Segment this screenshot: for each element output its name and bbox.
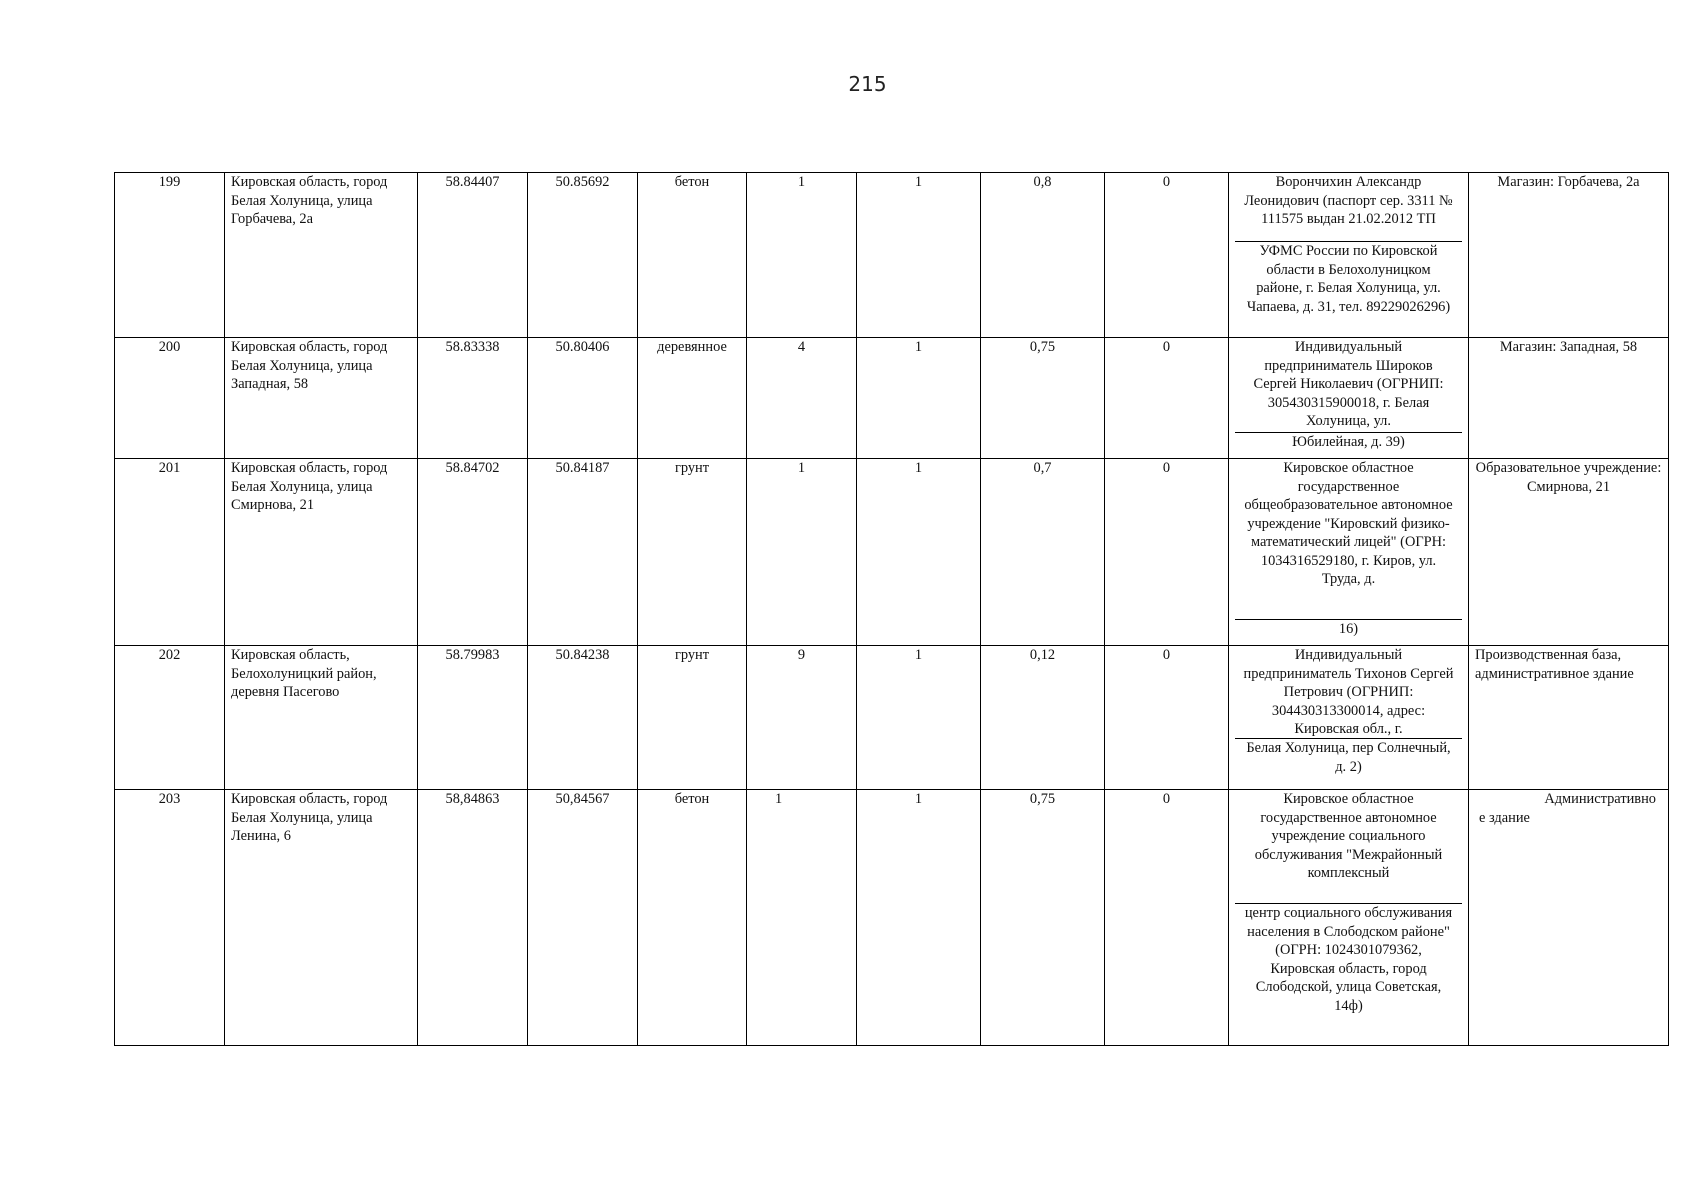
longitude-cell: 50.80406 bbox=[528, 338, 638, 459]
owner-text-bottom: Белая Холуница, пер Солнечный, д. 2) bbox=[1246, 740, 1451, 775]
page-number: 215 bbox=[848, 72, 887, 96]
latitude-cell: 58.83338 bbox=[418, 338, 528, 459]
owner-text-bottom: 16) bbox=[1338, 621, 1359, 637]
latitude-cell: 58,84863 bbox=[418, 790, 528, 1046]
longitude-cell: 50.85692 bbox=[528, 173, 638, 338]
address-cell: Кировская область, город Белая Холуница, улица Западная, 58 bbox=[225, 338, 418, 459]
latitude-cell: 58.84407 bbox=[418, 173, 528, 338]
count-cell: 9 bbox=[747, 646, 857, 790]
owner-text-top: Кировское областное государственное общеобразовательное автономное учреждение "Кировский физико-математический лицей" (ОГРН: 1034316529180, г. Киров, ул. Труда, д. bbox=[1235, 459, 1462, 620]
surface-cell: грунт bbox=[638, 459, 747, 646]
usage-text-line-2: е здание bbox=[1479, 809, 1530, 826]
owner-cell bbox=[1229, 790, 1469, 1046]
usage-cell: Магазин: Западная, 58 bbox=[1469, 338, 1669, 459]
table-row bbox=[115, 646, 1669, 790]
row-number: 200 bbox=[115, 338, 225, 459]
volume-cell: 0,7 bbox=[981, 459, 1105, 646]
count-cell-2: 1 bbox=[857, 459, 981, 646]
volume-cell: 0,8 bbox=[981, 173, 1105, 338]
value-cell: 0 bbox=[1105, 646, 1229, 790]
owner-text-top: Кировское областное государственное автономное учреждение социального обслуживания "Межрайонный комплексный bbox=[1235, 790, 1462, 904]
owner-text-bottom: Юбилейная, д. 39) bbox=[1292, 434, 1405, 450]
owner-cell bbox=[1229, 459, 1469, 646]
row-number: 202 bbox=[115, 646, 225, 790]
usage-cell: Магазин: Горбачева, 2а bbox=[1469, 173, 1669, 338]
value-cell: 0 bbox=[1105, 790, 1229, 1046]
registry-table bbox=[114, 172, 1669, 1046]
table-row bbox=[115, 459, 1669, 646]
surface-cell: бетон bbox=[638, 173, 747, 338]
volume-cell: 0,75 bbox=[981, 338, 1105, 459]
owner-text-top: Индивидуальный предприниматель Широков Сергей Николаевич (ОГРНИП: 305430315900018, г. Белая Холуница, ул. bbox=[1235, 338, 1462, 433]
count-cell-2: 1 bbox=[857, 646, 981, 790]
latitude-cell: 58.79983 bbox=[418, 646, 528, 790]
count-cell-2: 1 bbox=[857, 173, 981, 338]
count-cell: 1 bbox=[747, 459, 857, 646]
row-number: 201 bbox=[115, 459, 225, 646]
longitude-cell: 50.84238 bbox=[528, 646, 638, 790]
address-cell: Кировская область, Белохолуницкий район, деревня Пасегово bbox=[225, 646, 418, 790]
latitude-cell: 58.84702 bbox=[418, 459, 528, 646]
table-row bbox=[115, 790, 1669, 1046]
usage-cell: Образовательное учреждение: Смирнова, 21 bbox=[1469, 459, 1669, 646]
owner-cell bbox=[1229, 338, 1469, 459]
value-cell: 0 bbox=[1105, 173, 1229, 338]
owner-text-bottom: УФМС России по Кировской области в Белохолуницком районе, г. Белая Холуница, ул. Чапаева, д. 31, тел. 89229026296) bbox=[1246, 243, 1451, 315]
longitude-cell: 50,84567 bbox=[528, 790, 638, 1046]
usage-cell: Производственная база, административное здание bbox=[1469, 646, 1669, 790]
value-cell: 0 bbox=[1105, 338, 1229, 459]
value-cell: 0 bbox=[1105, 459, 1229, 646]
owner-cell bbox=[1229, 173, 1469, 338]
usage-cell bbox=[1469, 790, 1669, 1046]
count-cell: 1 bbox=[747, 790, 857, 1046]
surface-cell: грунт bbox=[638, 646, 747, 790]
owner-text-bottom: центр социального обслуживания населения в Слободском районе" (ОГРН: 1024301079362, Кировская область, город Слободской, улица Советская, 14ф) bbox=[1244, 905, 1453, 1014]
table-row bbox=[115, 338, 1669, 459]
owner-text-top: Индивидуальный предприниматель Тихонов Сергей Петрович (ОГРНИП: 304430313300014, адрес: Кировская обл., г. bbox=[1235, 646, 1462, 739]
surface-cell: бетон bbox=[638, 790, 747, 1046]
owner-cell bbox=[1229, 646, 1469, 790]
row-number: 203 bbox=[115, 790, 225, 1046]
count-cell: 1 bbox=[747, 173, 857, 338]
table-row bbox=[115, 173, 1669, 338]
volume-cell: 0,12 bbox=[981, 646, 1105, 790]
address-cell: Кировская область, город Белая Холуница, улица Ленина, 6 bbox=[225, 790, 418, 1046]
count-cell-2: 1 bbox=[857, 338, 981, 459]
count-cell: 4 bbox=[747, 338, 857, 459]
surface-cell: деревянное bbox=[638, 338, 747, 459]
volume-cell: 0,75 bbox=[981, 790, 1105, 1046]
usage-text-line-1: Административно bbox=[1544, 791, 1656, 807]
owner-text-top: Ворончихин Александр Леонидович (паспорт сер. 3311 № 111575 выдан 21.02.2012 ТП bbox=[1235, 173, 1462, 242]
count-cell-2: 1 bbox=[857, 790, 981, 1046]
address-cell: Кировская область, город Белая Холуница, улица Смирнова, 21 bbox=[225, 459, 418, 646]
row-number: 199 bbox=[115, 173, 225, 338]
address-cell: Кировская область, город Белая Холуница, улица Горбачева, 2а bbox=[225, 173, 418, 338]
longitude-cell: 50.84187 bbox=[528, 459, 638, 646]
